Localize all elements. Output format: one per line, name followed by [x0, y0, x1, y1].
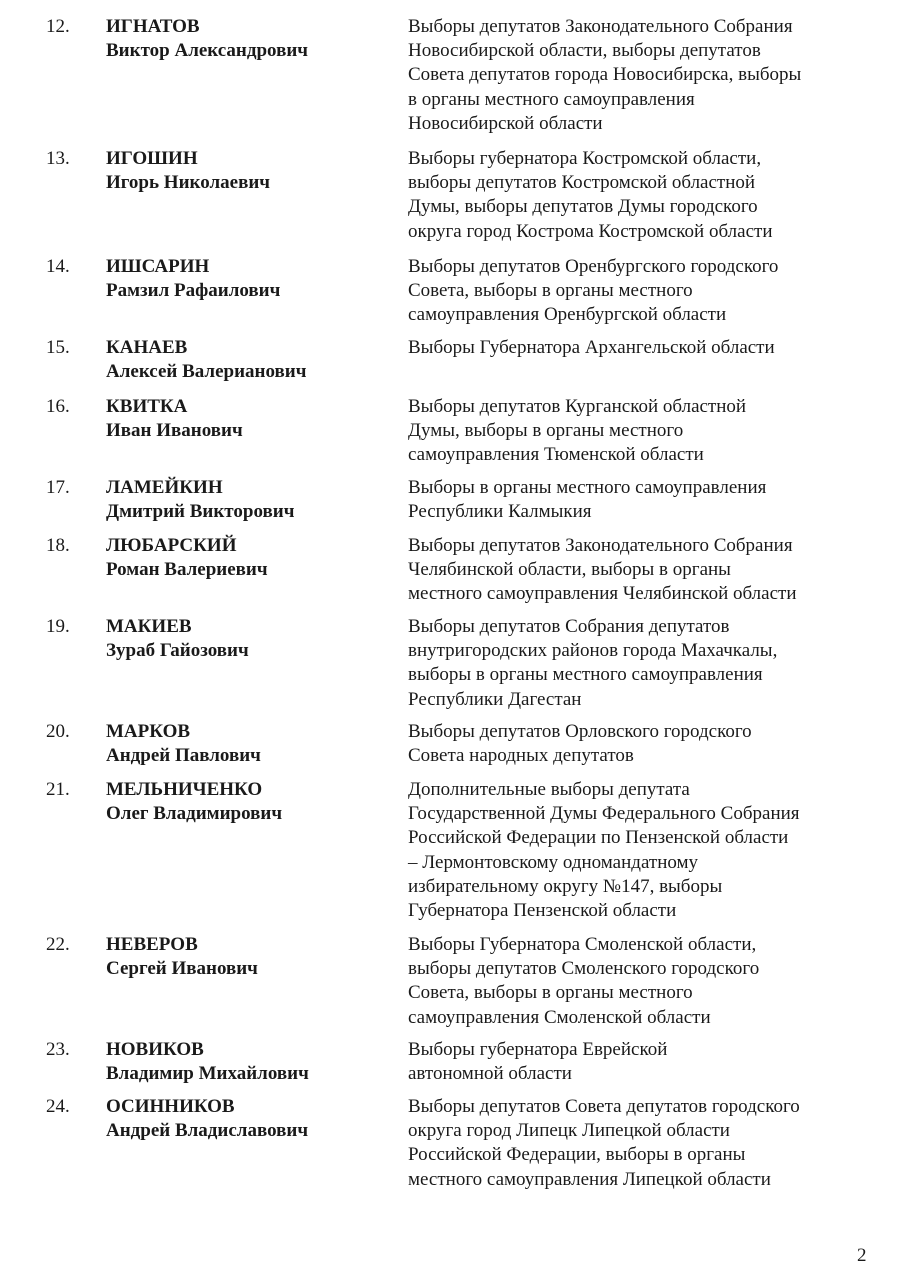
- candidate-given-names: Андрей Павлович: [106, 745, 261, 766]
- candidate-surname: ЛАМЕЙКИН: [106, 477, 223, 498]
- description-line: Выборы депутатов Законодательного Собрания: [408, 535, 793, 556]
- candidate-name: [106, 476, 396, 524]
- candidate-given-names: Сергей Иванович: [106, 958, 258, 979]
- entry-number: 15.: [46, 337, 70, 358]
- entry-number: 21.: [46, 779, 70, 800]
- election-description: [408, 1095, 878, 1192]
- candidate-given-names: Дмитрий Викторович: [106, 501, 295, 522]
- candidate-given-names: Виктор Александрович: [106, 40, 308, 61]
- candidate-name: [106, 15, 396, 63]
- description-line: округа город Липецк Липецкой области: [408, 1120, 730, 1142]
- description-line: – Лермонтовскому одномандатному: [408, 851, 699, 873]
- entry-number: 17.: [46, 477, 70, 498]
- candidate-name: [106, 778, 396, 826]
- election-description: [408, 933, 878, 1030]
- candidate-surname: ОСИННИКОВ: [106, 1096, 235, 1117]
- description-line: Думы, выборы депутатов Думы городского: [408, 196, 758, 218]
- description-line: Республики Дагестан: [408, 688, 582, 710]
- election-description: [408, 395, 878, 468]
- election-description: [408, 720, 878, 768]
- description-line: избирательному округу №147, выборы: [408, 875, 723, 897]
- description-line: Выборы Губернатора Смоленской области,: [408, 934, 757, 955]
- candidate-given-names: Рамзил Рафаилович: [106, 280, 281, 301]
- description-line: Выборы депутатов Законодательного Собрания: [408, 16, 793, 37]
- description-line: Совета, выборы в органы местного: [408, 982, 693, 1004]
- description-line: Думы, выборы в органы местного: [408, 420, 684, 442]
- candidate-name: [106, 933, 396, 981]
- page-number: 2: [857, 1245, 867, 1266]
- description-line: Выборы Губернатора Архангельской области: [408, 337, 775, 358]
- description-line: Выборы депутатов Оренбургского городского: [408, 256, 779, 277]
- election-description: [408, 534, 878, 607]
- candidate-given-names: Иван Иванович: [106, 420, 243, 441]
- candidate-name: [106, 395, 396, 443]
- candidate-surname: МАРКОВ: [106, 721, 191, 742]
- description-line: самоуправления Оренбургской области: [408, 304, 727, 326]
- candidate-surname: ИГНАТОВ: [106, 16, 200, 37]
- candidate-name: [106, 720, 396, 768]
- entry-number: 22.: [46, 934, 70, 955]
- description-line: Республики Калмыкия: [408, 501, 592, 523]
- candidate-surname: КВИТКА: [106, 396, 188, 417]
- entry-number: 20.: [46, 721, 70, 742]
- description-line: округа город Кострома Костромской области: [408, 220, 773, 242]
- candidate-given-names: Зураб Гайозович: [106, 640, 249, 661]
- election-description: [408, 147, 878, 244]
- description-line: Челябинской области, выборы в органы: [408, 559, 731, 581]
- description-line: Выборы депутатов Орловского городского: [408, 721, 752, 742]
- candidate-surname: МАКИЕВ: [106, 616, 192, 637]
- entry-number: 12.: [46, 16, 70, 37]
- candidate-name: [106, 1095, 396, 1143]
- candidate-surname: ЛЮБАРСКИЙ: [106, 535, 237, 556]
- description-line: Выборы депутатов Совета депутатов городского: [408, 1096, 800, 1117]
- candidate-name: [106, 615, 396, 663]
- candidate-surname: ИШСАРИН: [106, 256, 210, 277]
- description-line: Новосибирской области, выборы депутатов: [408, 40, 761, 62]
- description-line: местного самоуправления Челябинской области: [408, 583, 797, 605]
- candidate-given-names: Игорь Николаевич: [106, 172, 270, 193]
- election-description: [408, 778, 878, 923]
- candidate-surname: НЕВЕРОВ: [106, 934, 198, 955]
- description-line: выборы в органы местного самоуправления: [408, 664, 763, 686]
- candidate-surname: МЕЛЬНИЧЕНКО: [106, 779, 263, 800]
- description-line: самоуправления Смоленской области: [408, 1006, 711, 1028]
- candidate-name: [106, 1038, 396, 1086]
- description-line: Совета народных депутатов: [408, 745, 634, 767]
- entry-number: 23.: [46, 1039, 70, 1060]
- candidate-surname: КАНАЕВ: [106, 337, 188, 358]
- candidate-name: [106, 336, 396, 384]
- description-line: в органы местного самоуправления: [408, 88, 695, 110]
- entry-number: 14.: [46, 256, 70, 277]
- description-line: местного самоуправления Липецкой области: [408, 1168, 771, 1190]
- candidate-given-names: Владимир Михайлович: [106, 1063, 309, 1084]
- description-line: Совета депутатов города Новосибирска, выборы: [408, 64, 802, 86]
- entry-number: 18.: [46, 535, 70, 556]
- entry-number: 16.: [46, 396, 70, 417]
- description-line: Государственной Думы Федерального Собрания: [408, 803, 800, 825]
- candidate-given-names: Олег Владимирович: [106, 803, 283, 824]
- description-line: самоуправления Тюменской области: [408, 444, 704, 466]
- candidate-given-names: Роман Валериевич: [106, 559, 268, 580]
- description-line: внутригородских районов города Махачкалы,: [408, 640, 778, 662]
- description-line: Выборы депутатов Собрания депутатов: [408, 616, 730, 637]
- description-line: Совета, выборы в органы местного: [408, 280, 693, 302]
- candidate-surname: ИГОШИН: [106, 148, 198, 169]
- description-line: Российской Федерации, выборы в органы: [408, 1144, 746, 1166]
- description-line: Выборы в органы местного самоуправления: [408, 477, 767, 498]
- candidate-name: [106, 255, 396, 303]
- description-line: Губернатора Пензенской области: [408, 900, 677, 922]
- election-description: [408, 615, 878, 712]
- description-line: автономной области: [408, 1063, 572, 1085]
- candidate-name: [106, 147, 396, 195]
- candidate-given-names: Андрей Владиславович: [106, 1120, 309, 1141]
- candidate-given-names: Алексей Валерианович: [106, 361, 307, 382]
- election-description: [408, 336, 878, 360]
- description-line: Выборы губернатора Еврейской: [408, 1039, 668, 1060]
- description-line: Российской Федерации по Пензенской области: [408, 827, 789, 849]
- election-description: [408, 255, 878, 328]
- description-line: Выборы депутатов Курганской областной: [408, 396, 747, 417]
- entry-number: 24.: [46, 1096, 70, 1117]
- election-description: [408, 15, 878, 136]
- description-line: выборы депутатов Костромской областной: [408, 172, 756, 194]
- description-line: Выборы губернатора Костромской области,: [408, 148, 762, 169]
- candidate-name: [106, 534, 396, 582]
- entry-number: 19.: [46, 616, 70, 637]
- election-description: [408, 1038, 878, 1086]
- description-line: Новосибирской области: [408, 112, 603, 134]
- entry-number: 13.: [46, 148, 70, 169]
- election-description: [408, 476, 878, 524]
- candidate-surname: НОВИКОВ: [106, 1039, 204, 1060]
- description-line: Дополнительные выборы депутата: [408, 779, 690, 800]
- description-line: выборы депутатов Смоленского городского: [408, 958, 760, 980]
